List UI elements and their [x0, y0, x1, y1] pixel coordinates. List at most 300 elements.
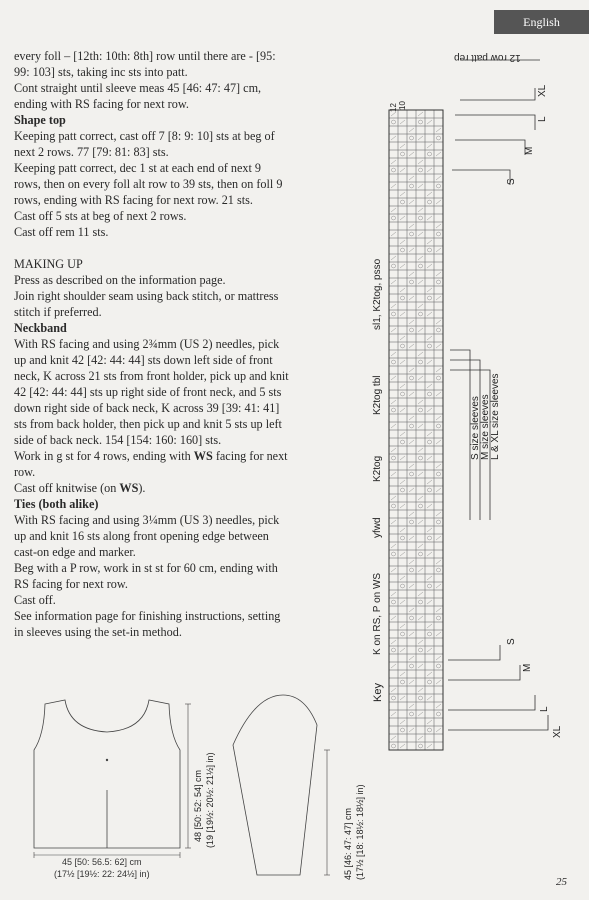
chart-cell — [389, 606, 398, 614]
chart-cell — [398, 294, 407, 302]
chart-cell — [398, 134, 407, 142]
chart-symbol — [418, 616, 423, 620]
chart-symbol — [428, 488, 432, 492]
chart-symbol — [400, 120, 405, 124]
chart-symbol — [418, 472, 423, 476]
chart-symbol — [401, 728, 405, 732]
chart-cell — [389, 622, 398, 630]
chart-cell — [425, 246, 434, 254]
chart-symbol — [427, 144, 432, 148]
chart-cell — [416, 654, 425, 662]
chart-cell — [407, 422, 416, 430]
chart-symbol — [401, 584, 405, 588]
chart-symbol — [400, 360, 405, 364]
chart-cell — [398, 518, 407, 526]
chart-cell — [407, 310, 416, 318]
chart-cell — [407, 182, 416, 190]
chart-cell — [389, 526, 398, 534]
chart-cell — [425, 366, 434, 374]
chart-cell — [389, 318, 398, 326]
chart-symbol — [400, 720, 405, 724]
chart-cell — [425, 414, 434, 422]
chart-cell — [407, 526, 416, 534]
chart-cell — [407, 238, 416, 246]
chart-cell — [407, 478, 416, 486]
chart-symbol — [391, 280, 396, 284]
chart-cell — [407, 334, 416, 342]
chart-cell — [389, 702, 398, 710]
chart-cell — [425, 374, 434, 382]
chart-symbol — [401, 152, 405, 156]
chart-symbol — [427, 384, 432, 388]
chart-symbol — [409, 632, 414, 636]
key-title: Key — [372, 683, 384, 702]
chart-symbol — [419, 552, 423, 556]
chart-cell — [416, 270, 425, 278]
chart-symbol — [409, 608, 414, 612]
chart-cell — [407, 302, 416, 310]
chart-cell — [425, 630, 434, 638]
leader-lines — [440, 60, 580, 780]
chart-cell — [398, 734, 407, 742]
chart-symbol — [427, 408, 432, 412]
chart-symbol — [391, 400, 396, 404]
chart-symbol — [400, 624, 405, 628]
chart-symbol — [410, 472, 414, 476]
chart-symbol — [391, 592, 396, 596]
chart-symbol — [391, 496, 396, 500]
key-k-on-rs: K on RS, P on WS — [372, 572, 383, 655]
chart-cell — [425, 638, 434, 646]
chart-cell — [389, 246, 398, 254]
chart-cell — [416, 606, 425, 614]
chart-cell — [407, 574, 416, 582]
chart-cell — [389, 678, 398, 686]
chart-cell — [416, 382, 425, 390]
key-yfwd: yfwd — [372, 517, 383, 538]
heading-ties: Ties (both alike) — [14, 497, 99, 511]
chart-cell — [407, 694, 416, 702]
chart-symbol — [409, 560, 414, 564]
chart-cell — [407, 566, 416, 574]
chart-cell — [389, 366, 398, 374]
size-marker-m: M — [522, 663, 533, 672]
chart-symbol — [427, 336, 432, 340]
chart-cell — [416, 598, 425, 606]
chart-cell — [398, 270, 407, 278]
chart-cell — [389, 406, 398, 414]
chart-cell — [407, 374, 416, 382]
chart-symbol — [427, 528, 432, 532]
chart-cell — [398, 606, 407, 614]
chart-cell — [398, 366, 407, 374]
chart-cell — [407, 358, 416, 366]
chart-cell — [416, 462, 425, 470]
chart-cell — [407, 542, 416, 550]
chart-cell — [389, 174, 398, 182]
chart-cell — [398, 254, 407, 262]
chart-symbol — [427, 720, 432, 724]
chart-symbol — [427, 432, 432, 436]
para: See information page for finishing instructions, setting in sleeves using the set-in method. — [14, 609, 281, 639]
chart-cell — [425, 254, 434, 262]
chart-symbol — [419, 600, 423, 604]
chart-symbol — [391, 544, 396, 548]
chart-symbol — [418, 712, 423, 716]
chart-cell — [398, 390, 407, 398]
chart-cell — [389, 270, 398, 278]
key-k2tog-tbl: K2tog tbl — [372, 375, 383, 415]
chart-cell — [416, 726, 425, 734]
chart-symbol — [418, 112, 423, 116]
chart-cell — [398, 198, 407, 206]
chart-symbol — [392, 312, 396, 316]
row-number: 10 — [398, 101, 407, 110]
chart-cell — [425, 126, 434, 134]
chart-symbol — [392, 696, 396, 700]
chart-cell — [416, 262, 425, 270]
chart-symbol — [409, 440, 414, 444]
chart-symbol — [428, 200, 432, 204]
chart-cell — [416, 430, 425, 438]
chart-cell — [416, 702, 425, 710]
chart-symbol — [418, 256, 423, 260]
chart-symbol — [391, 568, 396, 572]
chart-cell — [425, 390, 434, 398]
chart-cell — [398, 278, 407, 286]
chart-cell — [398, 318, 407, 326]
chart-symbol — [391, 424, 396, 428]
chart-symbol — [427, 312, 432, 316]
chart-cell — [407, 142, 416, 150]
chart-symbol — [419, 360, 423, 364]
chart-cell — [398, 222, 407, 230]
para: every foll – [12th: 10th: 8th] row until there are - [95: 99: 103] sts, taking inc sts into patt. — [14, 49, 276, 79]
chart-cell — [398, 174, 407, 182]
chart-cell — [407, 430, 416, 438]
chart-cell — [425, 566, 434, 574]
chart-symbol — [401, 536, 405, 540]
chart-symbol — [400, 744, 405, 748]
chart-cell — [407, 262, 416, 270]
chart-cell — [407, 494, 416, 502]
chart-symbol — [391, 328, 396, 332]
chart-symbol — [392, 600, 396, 604]
chart-cell — [389, 286, 398, 294]
heading-shape-top: Shape top — [14, 113, 66, 127]
chart-cell — [416, 174, 425, 182]
chart-cell — [398, 422, 407, 430]
page-number: 25 — [556, 876, 567, 888]
chart-cell — [389, 438, 398, 446]
chart-symbol — [392, 264, 396, 268]
chart-symbol — [419, 312, 423, 316]
chart-cell — [416, 310, 425, 318]
chart-symbol — [400, 408, 405, 412]
chart-cell — [389, 150, 398, 158]
chart-symbol — [392, 648, 396, 652]
chart-cell — [389, 222, 398, 230]
chart-cell — [425, 582, 434, 590]
chart-cell — [416, 334, 425, 342]
chart-cell — [407, 350, 416, 358]
chart-cell — [416, 238, 425, 246]
chart-cell — [398, 414, 407, 422]
chart-cell — [425, 350, 434, 358]
chart-symbol — [401, 248, 405, 252]
chart-cell — [398, 630, 407, 638]
chart-cell — [398, 182, 407, 190]
chart-symbol — [392, 360, 396, 364]
chart-cell — [425, 206, 434, 214]
chart-symbol — [427, 576, 432, 580]
chart-symbol — [418, 304, 423, 308]
chart-symbol — [400, 312, 405, 316]
chart-symbol — [401, 344, 405, 348]
chart-cell — [407, 670, 416, 678]
chart-symbol — [427, 504, 432, 508]
chart-symbol — [392, 216, 396, 220]
chart-symbol — [392, 504, 396, 508]
chart-cell — [389, 454, 398, 462]
chart-symbol — [400, 576, 405, 580]
chart-symbol — [401, 296, 405, 300]
chart-cell — [389, 190, 398, 198]
chart-cell — [416, 454, 425, 462]
chart-symbol — [401, 200, 405, 204]
chart-cell — [389, 598, 398, 606]
chart-cell — [407, 662, 416, 670]
chart-cell — [425, 662, 434, 670]
chart-cell — [407, 134, 416, 142]
chart-cell — [425, 510, 434, 518]
chart-symbol — [400, 144, 405, 148]
chart-cell — [425, 534, 434, 542]
chart-symbol — [419, 264, 423, 268]
chart-symbol — [428, 440, 432, 444]
chart-cell — [398, 110, 407, 118]
chart-cell — [407, 646, 416, 654]
chart-symbol — [391, 472, 396, 476]
chart-symbol — [427, 192, 432, 196]
chart-cell — [398, 534, 407, 542]
chart-cell — [407, 398, 416, 406]
chart-symbol — [427, 264, 432, 268]
chart-cell — [407, 110, 416, 118]
chart-symbol — [409, 416, 414, 420]
chart-cell — [398, 566, 407, 574]
chart-symbol — [409, 128, 414, 132]
chart-cell — [407, 446, 416, 454]
chart-cell — [398, 590, 407, 598]
chart-cell — [407, 382, 416, 390]
chart-cell — [398, 726, 407, 734]
chart-symbol — [400, 480, 405, 484]
chart-symbol — [418, 592, 423, 596]
chart-symbol — [428, 344, 432, 348]
chart-symbol — [391, 448, 396, 452]
chart-cell — [425, 486, 434, 494]
chart-symbol — [392, 456, 396, 460]
sleeve-length-cm: 45 [46: 47: 47] cm — [343, 807, 353, 880]
chart-cell — [398, 326, 407, 334]
chart-symbol — [409, 296, 414, 300]
chart-cell — [398, 126, 407, 134]
chart-cell — [407, 206, 416, 214]
chart-cell — [407, 622, 416, 630]
chart-cell — [425, 222, 434, 230]
chart-cell — [416, 406, 425, 414]
chart-cell — [425, 342, 434, 350]
chart-cell — [416, 742, 425, 750]
chart-cell — [389, 118, 398, 126]
chart-cell — [416, 622, 425, 630]
chart-symbol — [401, 680, 405, 684]
chart-symbol — [400, 192, 405, 196]
chart-cell — [398, 678, 407, 686]
chart-symbol — [410, 568, 414, 572]
chart-symbol — [418, 232, 423, 236]
chart-symbol — [400, 168, 405, 172]
chart-symbol — [427, 216, 432, 220]
chart-symbol — [410, 424, 414, 428]
chart-cell — [416, 534, 425, 542]
chart-symbol — [418, 496, 423, 500]
chart-cell — [416, 294, 425, 302]
chart-cell — [416, 366, 425, 374]
chart-symbol — [427, 672, 432, 676]
chart-cell — [416, 286, 425, 294]
chart-symbol — [410, 328, 414, 332]
chart-cell — [407, 470, 416, 478]
chart-cell — [389, 334, 398, 342]
chart-symbol — [391, 352, 396, 356]
row-number: 12 — [389, 103, 398, 112]
chart-symbol — [392, 120, 396, 124]
chart-cell — [416, 414, 425, 422]
chart-cell — [398, 374, 407, 382]
chart-cell — [389, 574, 398, 582]
chart-symbol — [410, 232, 414, 236]
chart-cell — [425, 158, 434, 166]
chart-cell — [425, 150, 434, 158]
chart-cell — [389, 214, 398, 222]
chart-symbol — [400, 384, 405, 388]
chart-symbol — [418, 664, 423, 668]
chart-cell — [389, 654, 398, 662]
chart-cell — [389, 694, 398, 702]
chart-symbol — [391, 640, 396, 644]
chart-symbol — [427, 600, 432, 604]
chart-cell — [407, 614, 416, 622]
chart-symbol — [410, 520, 414, 524]
chart-symbol — [418, 520, 423, 524]
body-width-cm: 45 [50: 56.5: 62] cm — [62, 857, 142, 867]
chart-cell — [398, 342, 407, 350]
chart-cell — [398, 558, 407, 566]
chart-symbol — [391, 184, 396, 188]
chart-cell — [416, 574, 425, 582]
chart-symbol — [427, 168, 432, 172]
para: Cast off rem 11 sts. — [14, 225, 109, 239]
chart-symbol — [410, 280, 414, 284]
chart-cell — [389, 670, 398, 678]
chart-cell — [407, 254, 416, 262]
chart-cell — [389, 166, 398, 174]
chart-cell — [425, 438, 434, 446]
chart-cell — [416, 678, 425, 686]
size-marker-xl: XL — [552, 725, 563, 738]
chart-symbol — [410, 376, 414, 380]
chart-cell — [416, 502, 425, 510]
chart-symbol — [418, 544, 423, 548]
chart-symbol — [410, 184, 414, 188]
chart-symbol — [427, 552, 432, 556]
chart-cell — [407, 158, 416, 166]
chart-symbol — [391, 688, 396, 692]
chart-cell — [398, 438, 407, 446]
chart-symbol — [409, 248, 414, 252]
chart-cell — [425, 398, 434, 406]
chart-cell — [389, 430, 398, 438]
chart-cell — [389, 742, 398, 750]
chart-cell — [389, 550, 398, 558]
chart-symbol — [391, 208, 396, 212]
chart-cell — [407, 166, 416, 174]
chart-symbol — [427, 288, 432, 292]
chart-symbol — [409, 584, 414, 588]
chart-symbol — [409, 704, 414, 708]
chart-symbol — [419, 744, 423, 748]
chart-cell — [389, 630, 398, 638]
chart-cell — [425, 542, 434, 550]
chart-symbol — [400, 216, 405, 220]
chart-cell — [398, 494, 407, 502]
chart-cell — [398, 158, 407, 166]
chart-symbol — [392, 408, 396, 412]
chart-symbol — [419, 120, 423, 124]
chart-cell — [398, 542, 407, 550]
chart-symbol — [392, 744, 396, 748]
chart-cell — [398, 246, 407, 254]
chart-cell — [416, 318, 425, 326]
size-marker-s: S — [506, 638, 517, 645]
chart-symbol — [418, 328, 423, 332]
chart-cell — [416, 118, 425, 126]
chart-symbol — [409, 152, 414, 156]
chart-cell — [389, 726, 398, 734]
chart-cell — [425, 558, 434, 566]
chart-symbol — [391, 520, 396, 524]
para: Cast off. — [14, 593, 56, 607]
chart-cell — [398, 710, 407, 718]
chart-symbol — [391, 136, 396, 140]
chart-cell — [416, 694, 425, 702]
body-width-in: (17½ [19½: 22: 24½] in) — [54, 869, 150, 879]
chart-cell — [398, 638, 407, 646]
chart-cell — [389, 462, 398, 470]
chart-cell — [398, 206, 407, 214]
chart-symbol — [419, 456, 423, 460]
chart-cell — [398, 470, 407, 478]
chart-cell — [416, 486, 425, 494]
chart-symbol — [418, 736, 423, 740]
chart-cell — [389, 718, 398, 726]
chart-symbol — [419, 216, 423, 220]
chart-cell — [416, 510, 425, 518]
chart-symbol — [400, 528, 405, 532]
para: Keeping patt correct, dec 1 st at each end of next 9 rows, then on every foll alt row to 39 sts, then on foll 9 rows, ending with RS facing for next row. 21 sts. — [14, 161, 283, 207]
